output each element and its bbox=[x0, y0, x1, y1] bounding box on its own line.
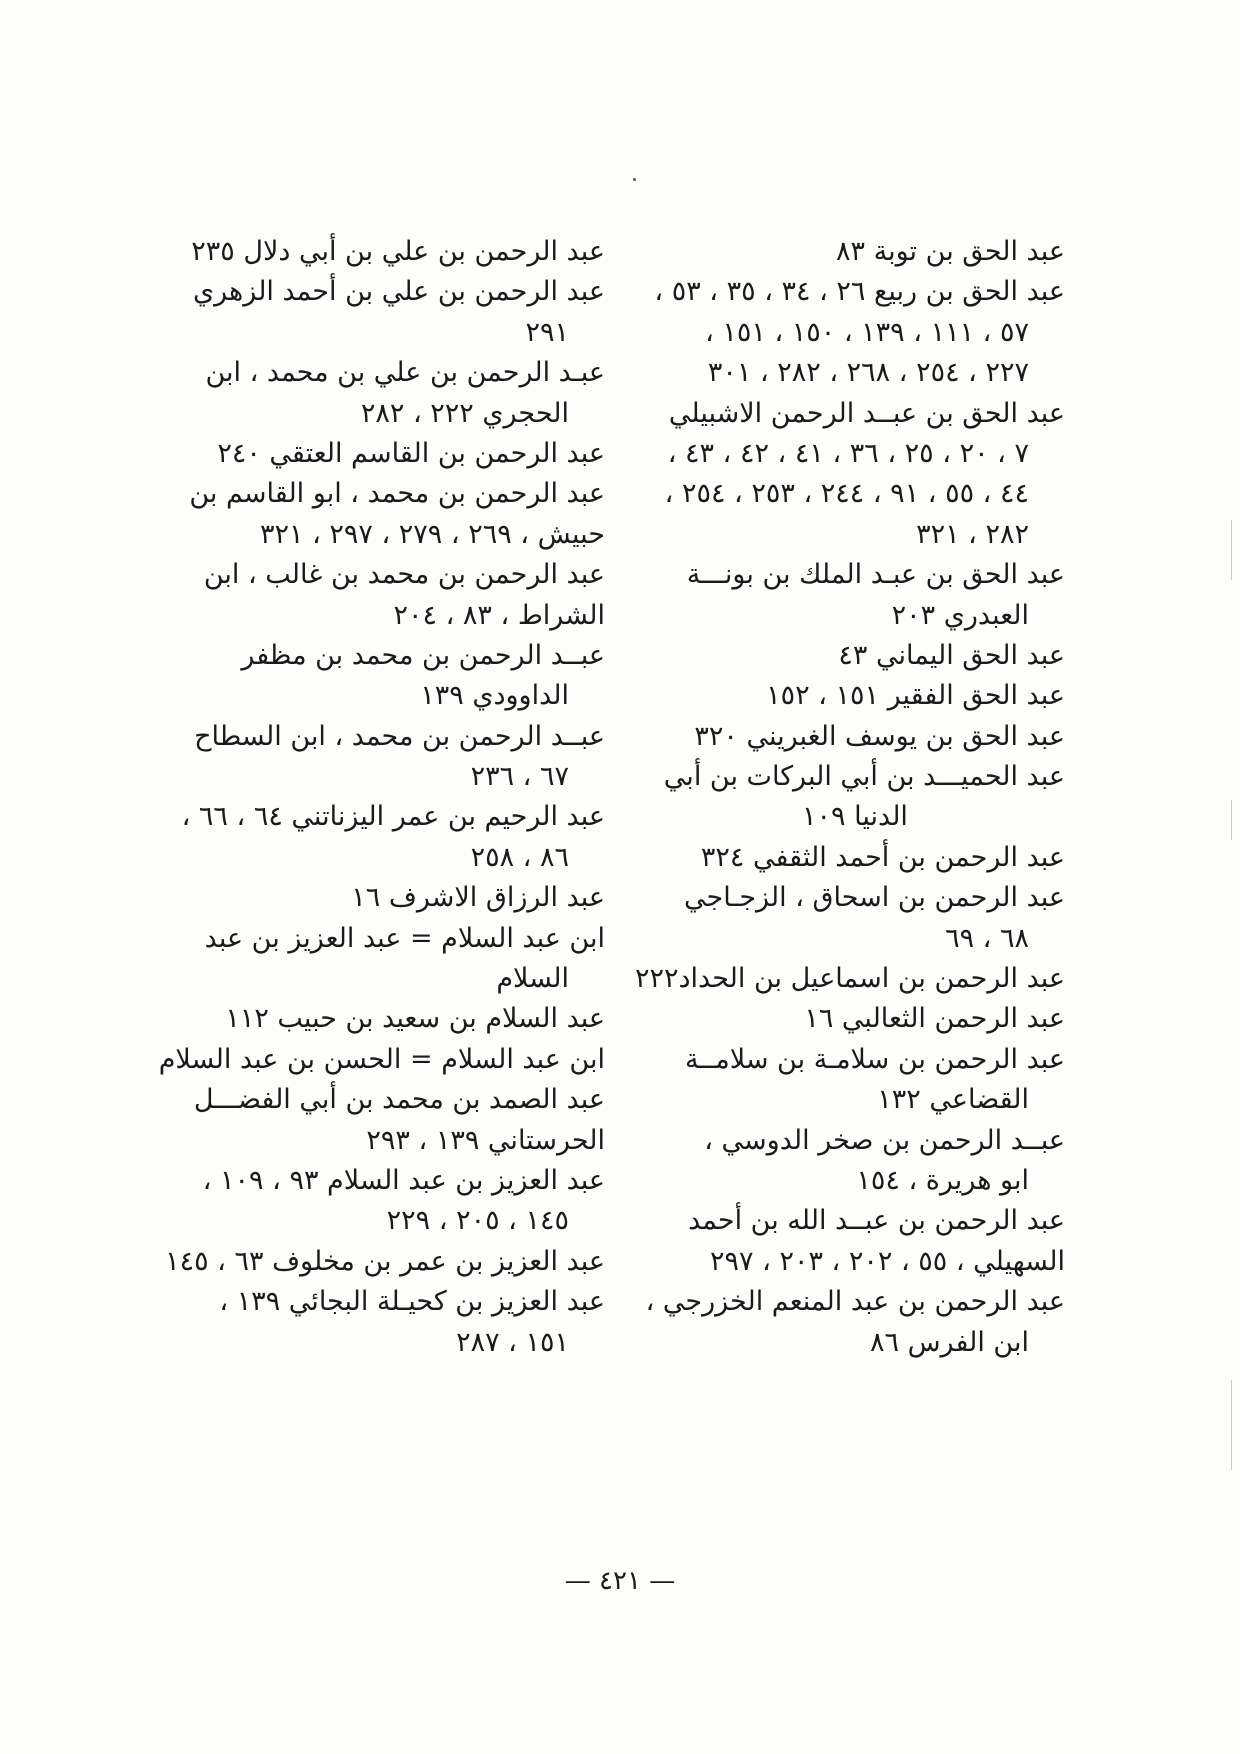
ink-speck bbox=[633, 178, 636, 181]
index-entry: عبد الحق الفقير ١٥١ ، ١٥٢ bbox=[766, 680, 1065, 712]
index-entry-continuation: ٢٨٢ ، ٣٢١ bbox=[916, 518, 1029, 550]
index-entry: عبد العزيز بن عمر بن مخلوف ٦٣ ، ١٤٥ bbox=[165, 1245, 605, 1277]
index-entry: عبد الرحمن بن علي بن أحمد الزهري bbox=[193, 276, 605, 308]
index-entry: عبد السلام بن سعيد بن حبيب ١١٢ bbox=[225, 1003, 605, 1035]
index-entry-continuation: ٦٨ ، ٦٩ bbox=[945, 922, 1029, 954]
index-entry: ابن عبد السلام = عبد العزيز بن عبد bbox=[204, 922, 605, 954]
index-entry: عبد الحق بن عبــد الرحمن الاشبيلي bbox=[668, 397, 1065, 429]
index-entry-continuation: ٨٦ ، ٢٥٨ bbox=[470, 841, 569, 873]
index-entry: عبد الحميـــد بن أبي البركات بن أبي bbox=[663, 761, 1065, 793]
index-entry: عبد الرحمن بن اسماعيل بن الحداد٢٢٢ bbox=[635, 963, 1065, 995]
index-entry: عبد الرحمن بن أحمد الثقفي ٣٢٤ bbox=[700, 841, 1065, 873]
index-entry: عبد العزيز بن عبد السلام ٩٣ ، ١٠٩ ، bbox=[202, 1164, 605, 1196]
index-entry-continuation: ٤٤ ، ٥٥ ، ٩١ ، ٢٤٤ ، ٢٥٣ ، ٢٥٤ ، bbox=[664, 478, 1029, 510]
index-entry: عبــد الرحمن بن محمد بن مظفر bbox=[241, 639, 605, 671]
scan-edge-mark bbox=[1231, 1380, 1232, 1470]
index-entry-continuation: السلام bbox=[496, 963, 569, 995]
index-entry: عبد الرحيم بن عمر اليزناتني ٦٤ ، ٦٦ ، bbox=[181, 801, 605, 833]
index-entry: ابن عبد السلام = الحسن بن عبد السلام bbox=[158, 1043, 605, 1075]
index-entry: عبد العزيز بن كحيـلة البجائي ١٣٩ ، bbox=[219, 1286, 605, 1318]
index-entry: عبد الصمد بن محمد بن أبي الفضـــل bbox=[193, 1084, 605, 1116]
index-entry: عبد الرحمن بن عبــد الله بن أحمد bbox=[688, 1205, 1065, 1237]
index-entry-continuation: الحجري ٢٢٢ ، ٢٨٢ bbox=[360, 397, 569, 429]
index-entry: عبد الحق بن توبة ٨٣ bbox=[836, 236, 1065, 267]
index-entry: عبد الحق بن ربيع ٢٦ ، ٣٤ ، ٣٥ ، ٥٣ ، bbox=[654, 276, 1065, 308]
scan-edge-mark bbox=[1231, 800, 1232, 840]
index-entry: عبــد الرحمن بن محمد ، ابن السطاح bbox=[194, 720, 605, 752]
index-entry: عبد الرحمن بن علي بن أبي دلال ٢٣٥ bbox=[191, 236, 605, 267]
index-entry-continuation: ١٤٥ ، ٢٠٥ ، ٢٢٩ bbox=[386, 1205, 569, 1237]
index-entry: السهيلي ، ٥٥ ، ٢٠٢ ، ٢٠٣ ، ٢٩٧ bbox=[710, 1245, 1065, 1277]
index-entry-continuation: الداوودي ١٣٩ bbox=[420, 680, 569, 712]
index-entry: الدنيا ١٠٩ bbox=[802, 801, 908, 833]
index-entry-continuation: ٦٧ ، ٢٣٦ bbox=[470, 761, 569, 793]
index-entry: عبد الرزاق الاشرف ١٦ bbox=[351, 882, 605, 914]
index-entry: عبد الحق اليماني ٤٣ bbox=[838, 639, 1065, 671]
index-entry-continuation: القضاعي ١٣٢ bbox=[877, 1084, 1029, 1116]
index-columns bbox=[158, 232, 1065, 1363]
index-entry: عبد الرحمن بن سلامـة بن سلامــة bbox=[684, 1043, 1065, 1075]
index-entry: عبد الرحمن بن محمد ، ابو القاسم بن bbox=[189, 478, 605, 510]
index-entry: عبد الحق بن عبـد الملك بن بونـــة bbox=[686, 559, 1065, 591]
right-column bbox=[635, 232, 1065, 1363]
index-entry: عبد الرحمن بن محمد بن غالب ، ابن bbox=[203, 559, 605, 591]
index-entry-continuation: ٢٩١ bbox=[525, 316, 569, 348]
index-entry: عبد الرحمن بن عبد المنعم الخزرجي ، bbox=[645, 1286, 1065, 1318]
index-entry: عبد الرحمن بن اسحاق ، الزجـاجي bbox=[684, 882, 1065, 914]
index-entry: عبد الرحمن الثعالبي ١٦ bbox=[804, 1003, 1065, 1035]
index-entry-continuation: ٢٢٧ ، ٢٥٤ ، ٢٦٨ ، ٢٨٢ ، ٣٠١ bbox=[707, 357, 1029, 389]
index-entry: عبــد الرحمن بن صخر الدوسي ، bbox=[704, 1124, 1065, 1156]
index-entry-continuation: ابو هريرة ، ١٥٤ bbox=[856, 1164, 1029, 1196]
index-entry-continuation: ٥٧ ، ١١١ ، ١٣٩ ، ١٥٠ ، ١٥١ ، bbox=[705, 316, 1029, 348]
index-entry: الشراط ، ٨٣ ، ٢٠٤ bbox=[393, 599, 605, 631]
index-entry: الحرستاني ١٣٩ ، ٢٩٣ bbox=[366, 1124, 605, 1156]
index-entry-continuation: ٧ ، ٢٠ ، ٢٥ ، ٣٦ ، ٤١ ، ٤٢ ، ٤٣ ، bbox=[667, 437, 1029, 469]
scan-edge-mark bbox=[1231, 520, 1232, 580]
left-column bbox=[158, 232, 605, 1363]
index-entry-continuation: العبدري ٢٠٣ bbox=[891, 599, 1029, 631]
index-entry: عبد الرحمن بن القاسم العتقي ٢٤٠ bbox=[217, 437, 605, 469]
index-entry: عبـد الرحمن بن علي بن محمد ، ابن bbox=[205, 357, 605, 389]
page-number: — ٤٢١ — bbox=[564, 1566, 676, 1596]
index-entry: حبيش ، ٢٦٩ ، ٢٧٩ ، ٢٩٧ ، ٣٢١ bbox=[259, 518, 605, 550]
index-entry: عبد الحق بن يوسف الغبريني ٣٢٠ bbox=[694, 720, 1065, 752]
index-entry-continuation: ١٥١ ، ٢٨٧ bbox=[456, 1326, 569, 1358]
index-entry-continuation: ابن الفرس ٨٦ bbox=[870, 1326, 1029, 1358]
